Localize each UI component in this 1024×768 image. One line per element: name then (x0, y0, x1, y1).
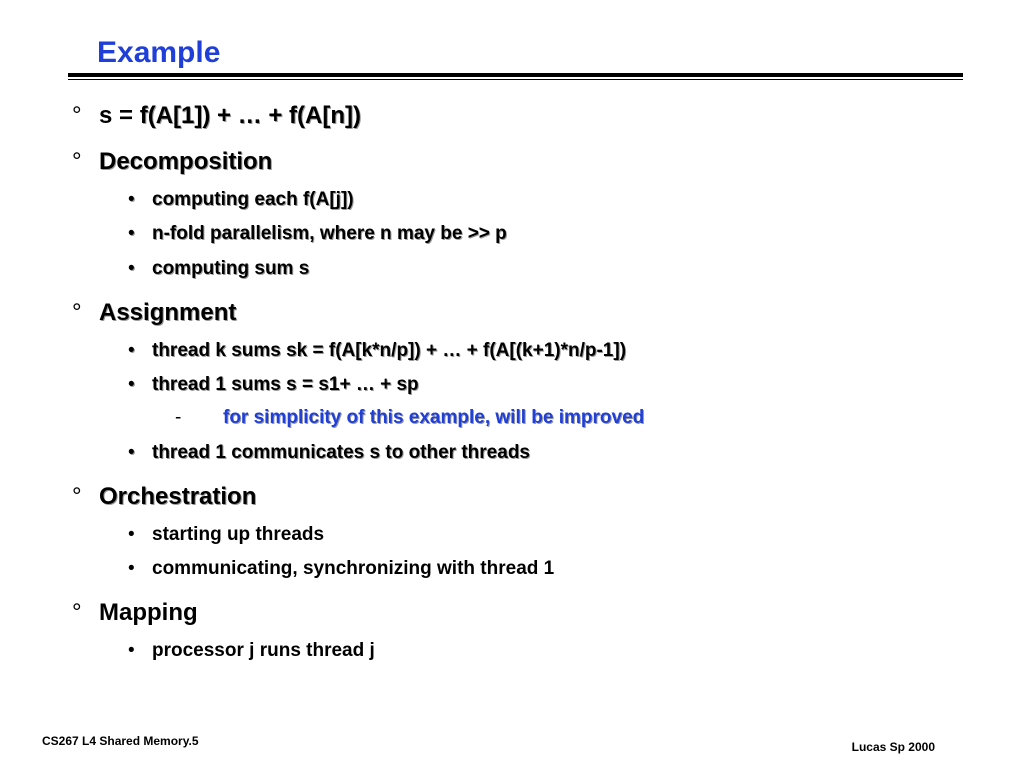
decomposition-item (128, 257, 309, 281)
bullet-degree-mark: ° (72, 299, 82, 326)
bullet-degree-mark: ° (72, 599, 82, 626)
item-text: communicating, synchronizing with thread 1 (152, 558, 555, 579)
title-underline-thin (68, 79, 963, 80)
decomposition-item (128, 222, 507, 246)
assignment-item (128, 441, 530, 465)
item-text: starting up threads (152, 524, 325, 545)
bullet-degree-mark: ° (72, 483, 82, 510)
orchestration-item (128, 523, 324, 547)
bullet-dash-mark: - (175, 407, 182, 428)
orchestration-heading: Orchestration (99, 483, 257, 510)
title-underline (68, 73, 963, 77)
bullet-dot-mark: • (128, 223, 135, 244)
mapping-item (128, 639, 375, 663)
item-text: thread k sums sk = f(A[k*n/p]) + … + f(A[(k+1)*n/p-1]) (152, 340, 627, 361)
bullet-dot-mark: • (128, 442, 135, 463)
sum-prefix: s = (99, 102, 140, 129)
bullet-dot-mark: • (128, 524, 135, 545)
footer-course-label: CS267 L4 Shared Memory.5 (42, 734, 199, 748)
bullet-dot-mark: • (128, 189, 135, 210)
bullet-dot-mark: • (128, 258, 135, 279)
subnote-text: for simplicity of this example, will be improved (223, 407, 645, 428)
bullet-degree-mark: ° (72, 102, 82, 129)
slide-title: Example (97, 36, 221, 69)
bullet-sum (72, 101, 361, 131)
mapping-heading: Mapping (99, 599, 198, 626)
item-text: computing sum s (152, 258, 310, 279)
bullet-dot-mark: • (128, 640, 135, 661)
decomposition-heading: Decomposition (99, 148, 273, 175)
item-text: computing each f(A[j]) (152, 189, 354, 210)
bullet-dot-mark: • (128, 340, 135, 361)
assignment-heading: Assignment (99, 299, 237, 326)
bullet-assignment (72, 298, 236, 328)
footer-author-label: Lucas Sp 2000 (851, 740, 935, 754)
sum-formula: f(A[1]) + … + f(A[n]) (139, 102, 361, 129)
item-text: thread 1 sums s = s1+ … + sp (152, 374, 419, 395)
bullet-orchestration (72, 482, 256, 512)
assignment-item (128, 339, 626, 363)
item-text: n-fold parallelism, where n may be >> p (152, 223, 507, 244)
assignment-subnote (175, 406, 644, 430)
bullet-degree-mark: ° (72, 148, 82, 175)
item-text: processor j runs thread j (152, 640, 375, 661)
bullet-mapping (72, 598, 198, 628)
bullet-dot-mark: • (128, 374, 135, 395)
orchestration-item (128, 557, 554, 581)
assignment-item (128, 373, 419, 397)
decomposition-item (128, 188, 354, 212)
item-text: thread 1 communicates s to other threads (152, 442, 530, 463)
bullet-dot-mark: • (128, 558, 135, 579)
bullet-decomposition (72, 147, 272, 177)
